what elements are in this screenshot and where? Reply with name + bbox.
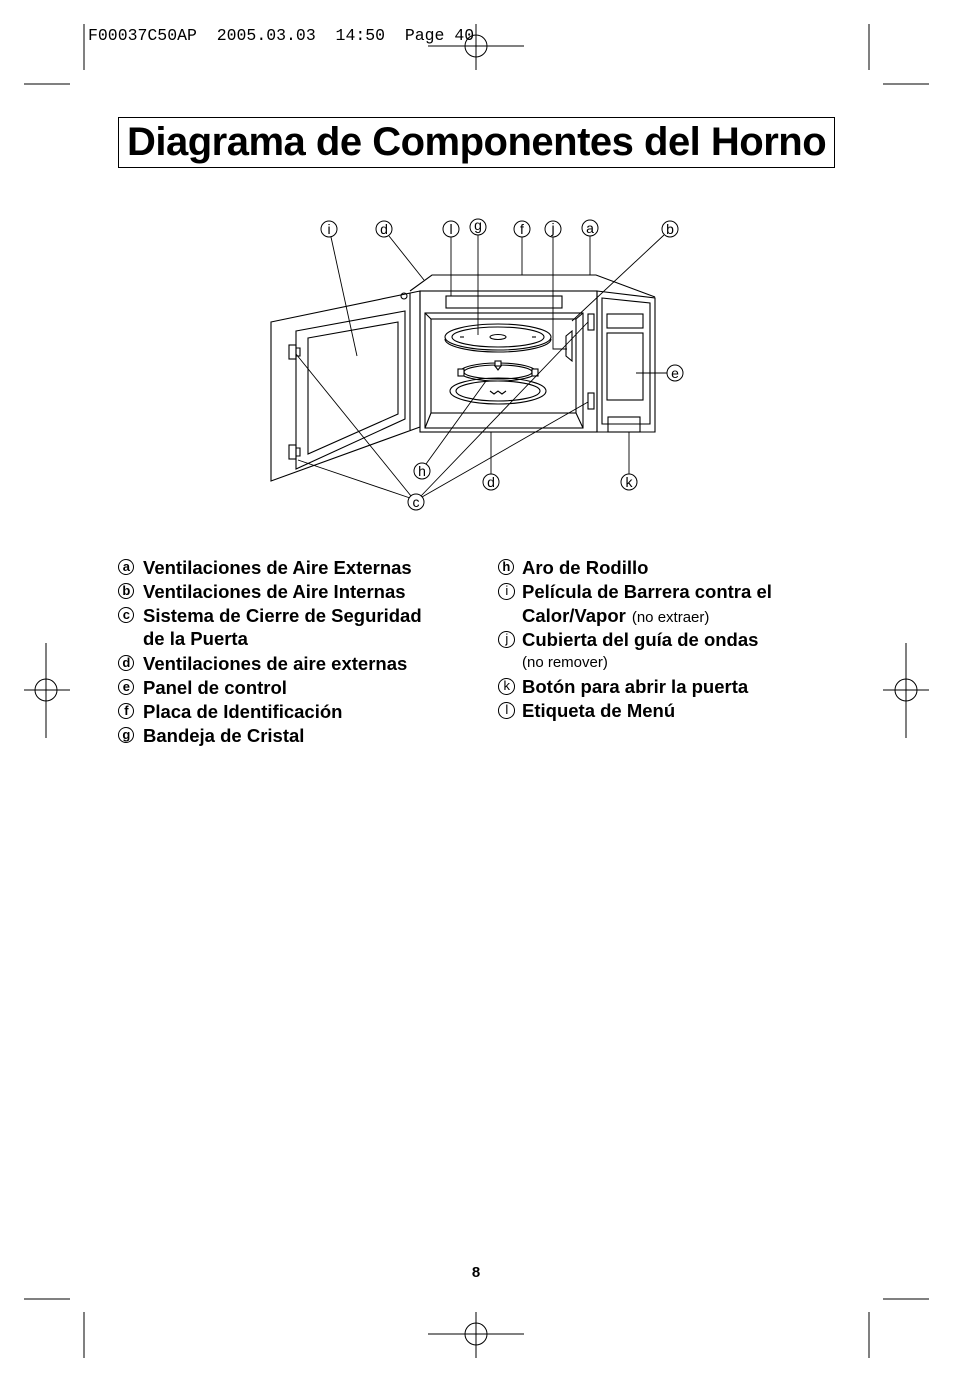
svg-text:d: d: [380, 221, 388, 237]
legend-marker: j: [498, 631, 515, 648]
legend-marker: h: [498, 559, 514, 575]
svg-text:b: b: [666, 221, 674, 237]
leader-line-h: [426, 381, 486, 464]
door-window: [308, 322, 398, 454]
door-window-frame: [296, 311, 405, 469]
svg-text:i: i: [327, 221, 331, 237]
legend-marker: c: [118, 607, 134, 623]
legend-note: (no extraer): [631, 609, 710, 626]
control-display: [607, 314, 643, 328]
menu-label-strip: [446, 296, 562, 308]
oven-cavity: [425, 313, 583, 428]
leader-line-d-top: [389, 236, 424, 280]
legend-marker: f: [118, 703, 134, 719]
legend-text: Película de Barrera contra el: [522, 581, 772, 602]
svg-text:a: a: [586, 220, 594, 236]
legend-marker: e: [118, 679, 134, 695]
registration-mark-right-icon: [883, 643, 929, 738]
legend-note: (no remover): [522, 654, 608, 671]
diagram-label-i: [321, 221, 337, 237]
legend-text: Panel de control: [143, 677, 287, 698]
oven-body: [410, 275, 655, 432]
diagram-label-h: [414, 463, 430, 479]
legend-text: Sistema de Cierre de Seguridad: [143, 605, 422, 626]
leader-line-j: [553, 237, 567, 349]
legend-text-line: Calor/Vapor: [522, 605, 626, 626]
door-latch-bottom: [289, 445, 300, 459]
legend-text: Cubierta del guía de ondas: [522, 629, 759, 650]
svg-text:d: d: [487, 474, 495, 490]
control-panel: [597, 291, 655, 432]
legend-text: Placa de Identificación: [143, 701, 343, 722]
svg-text:k: k: [625, 474, 633, 490]
oven-diagram: [271, 217, 683, 510]
registration-mark-bottom-icon: [428, 1312, 524, 1358]
registration-mark-left-icon: [24, 643, 70, 738]
leader-line-c-1: [296, 354, 411, 496]
legend-marker: k: [498, 678, 515, 695]
legend-text-continued: [522, 605, 709, 629]
svg-text:h: h: [418, 463, 426, 479]
legend-marker: l: [498, 702, 515, 719]
leader-line-c-4: [422, 402, 588, 497]
diagram-label-a: [582, 220, 598, 236]
glass-tray: [445, 324, 551, 352]
diagram-label-l: [443, 221, 459, 237]
page-number: 8: [471, 1264, 481, 1281]
latch-receiver-bottom: [588, 393, 594, 409]
page-title: Diagrama de Componentes del Horno: [127, 120, 827, 164]
latch-receiver-top: [588, 314, 594, 330]
svg-text:c: c: [412, 494, 420, 510]
turntable-base: [450, 378, 546, 404]
leader-line-c-2: [298, 460, 410, 498]
legend-marker: b: [118, 583, 134, 599]
legend-marker: i: [498, 583, 515, 600]
diagram-label-d-bottom: [483, 474, 499, 490]
diagram-label-b: [662, 221, 678, 237]
diagram-label-k: [621, 474, 637, 490]
svg-text:l: l: [449, 221, 453, 237]
diagram-label-j: [545, 220, 561, 237]
legend-text: Botón para abrir la puerta: [522, 676, 749, 697]
legend-text: Ventilaciones de Aire Internas: [143, 581, 406, 602]
legend-text: Bandeja de Cristal: [143, 725, 305, 746]
leader-line-c-3: [421, 322, 588, 496]
diagram-label-d-top: [376, 221, 392, 237]
diagram-label-e: [667, 365, 683, 381]
svg-text:f: f: [520, 221, 524, 237]
diagram-label-f: [514, 221, 530, 237]
svg-text:e: e: [671, 365, 679, 381]
svg-text:j: j: [551, 220, 555, 236]
legend-text: Ventilaciones de aire externas: [143, 653, 408, 674]
legend-marker: a: [118, 559, 134, 575]
print-slug: F00037C50AP 2005.03.03 14:50 Page 40: [88, 26, 475, 45]
legend-text: Ventilaciones de Aire Externas: [143, 557, 412, 578]
leader-line-i: [331, 237, 357, 356]
diagram-label-c: [408, 494, 424, 510]
diagram-label-g: [470, 217, 486, 235]
oven-door: [271, 291, 420, 481]
legend-text: Aro de Rodillo: [522, 557, 649, 578]
legend-marker: g: [118, 727, 134, 743]
legend-text-continued: de la Puerta: [143, 628, 248, 649]
legend-marker: d: [118, 655, 134, 671]
waveguide-cover: [566, 331, 572, 361]
legend-text: Etiqueta de Menú: [522, 700, 676, 721]
control-keypad: [607, 333, 643, 400]
svg-text:g: g: [474, 217, 482, 233]
title-box: [118, 117, 835, 168]
